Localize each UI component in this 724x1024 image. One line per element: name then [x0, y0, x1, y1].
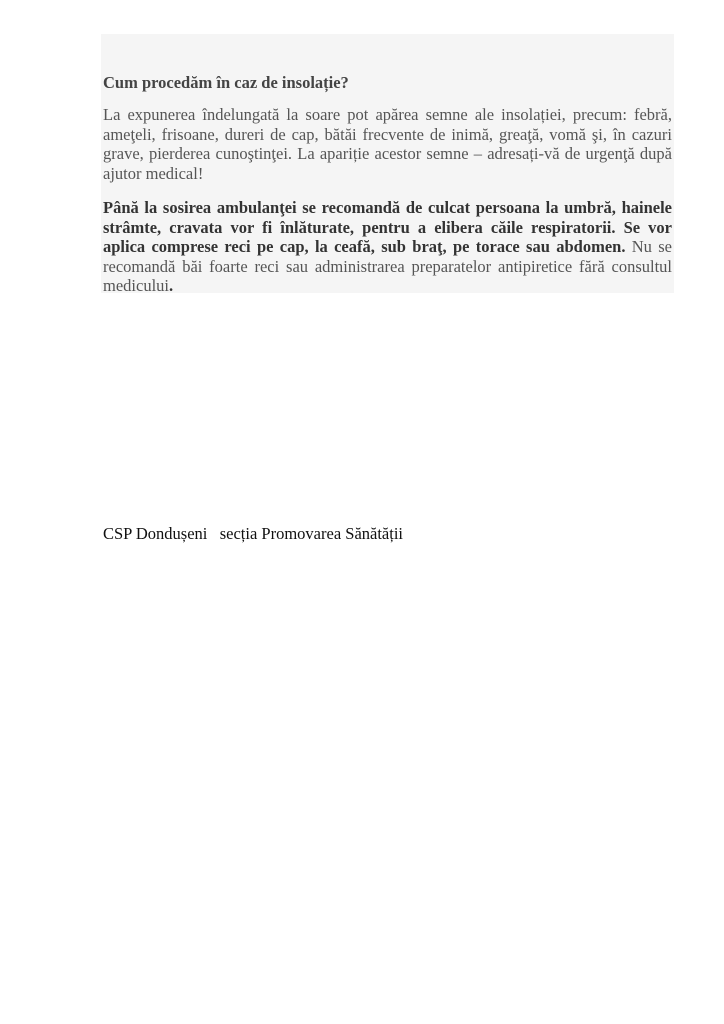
first-aid-bold-text: Până la sosirea ambulanţei se recomandă de culcat persoana la umbră, hainele strâmte, cravata vor fi înlăturate, pentru a elibera căile respiratorii. Se vor aplica comprese reci pe cap, la ceafă, sub braţ, pe torace sau abdomen. [103, 198, 672, 256]
section-heading: Cum procedăm în caz de insolație? [103, 73, 349, 92]
footer-signature: CSP Dondușeni secția Promovarea Sănătății [103, 524, 404, 543]
first-aid-normal-text: Nu se recomandă băi foarte reci sau administrarea preparatelor antipiretice fără consultul medicului [103, 237, 672, 295]
first-aid-end-mark: . [168, 276, 174, 295]
symptoms-paragraph: La expunerea îndelungată la soare pot apărea semne ale insolației, precum: febră, ameţeli, frisoane, dureri de cap, bătăi frecvente de inimă, greaţă, vomă şi, în cazuri grave, pierderea cunoştinţei. La apariție acestor semne – adresați-vă de urgenţă după ajutor medical! [103, 105, 672, 183]
first-aid-paragraph [103, 198, 672, 296]
